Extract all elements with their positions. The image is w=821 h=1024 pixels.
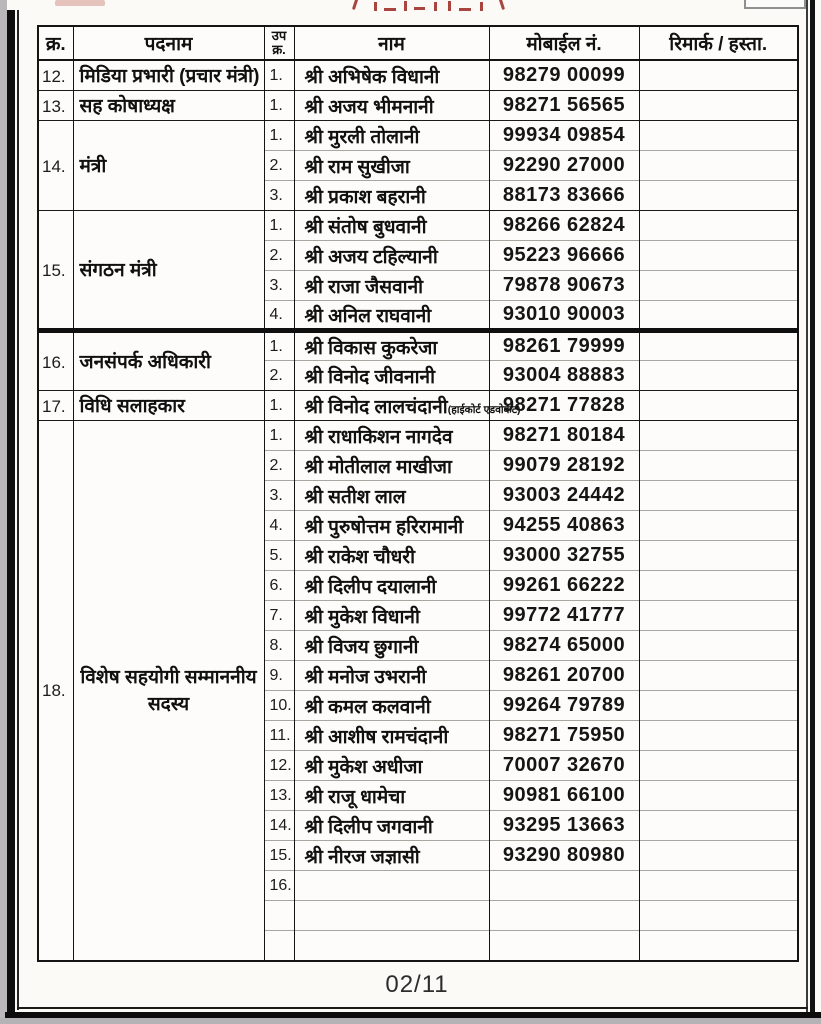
remark-cell <box>639 241 798 271</box>
sub-serial-cell: 9. <box>264 661 294 691</box>
sub-serial-cell: 2. <box>264 151 294 181</box>
remark-cell <box>639 781 798 811</box>
name-cell <box>294 511 489 541</box>
name-cell <box>294 931 489 961</box>
member-name: श्री अजय भीमनानी <box>304 96 434 118</box>
serial-cell: 17. <box>38 391 73 421</box>
sub-serial-cell: 2. <box>264 241 294 271</box>
remark-cell <box>639 541 798 571</box>
name-cell <box>294 541 489 571</box>
mobile-cell: 93004 88883 <box>489 361 639 391</box>
member-name: श्री प्रकाश बहरानी <box>304 186 426 208</box>
remark-cell <box>639 631 798 661</box>
sub-serial-cell: 1. <box>264 211 294 241</box>
serial-cell: 14. <box>38 121 73 211</box>
remark-cell <box>639 301 798 331</box>
remark-cell <box>639 931 798 961</box>
mobile-cell: 98274 65000 <box>489 631 639 661</box>
member-name: श्री विनोद जीवनानी <box>304 366 435 388</box>
sub-serial-cell: 16. <box>264 871 294 901</box>
name-cell <box>294 331 489 361</box>
sub-serial-cell: 1. <box>264 391 294 421</box>
table-row <box>38 91 798 121</box>
name-cell <box>294 871 489 901</box>
member-name: श्री अनिल राघवानी <box>304 305 432 327</box>
page-number: 02/11 <box>385 971 449 998</box>
table-row <box>38 211 798 241</box>
name-cell <box>294 781 489 811</box>
col-header-sub-serial: उप क्र. <box>264 26 294 60</box>
name-cell <box>294 601 489 631</box>
remark-cell <box>639 511 798 541</box>
sub-serial-cell <box>264 931 294 961</box>
mobile-cell: 98261 79999 <box>489 331 639 361</box>
member-name: श्री राधाकिशन नागदेव <box>304 426 453 448</box>
page-edge-shadow-left <box>7 10 15 1018</box>
remark-cell <box>639 841 798 871</box>
name-cell <box>294 631 489 661</box>
member-name: श्री राम सुखीजा <box>304 156 410 178</box>
mobile-cell: 98271 77828 <box>489 391 639 421</box>
table-row <box>38 331 798 361</box>
clipped-red-heading-fragment <box>352 0 508 13</box>
name-cell <box>294 721 489 751</box>
serial-cell: 16. <box>38 331 73 391</box>
mobile-cell: 98266 62824 <box>489 211 639 241</box>
mobile-cell: 93290 80980 <box>489 841 639 871</box>
member-name: श्री संतोष बुधवानी <box>304 216 427 238</box>
mobile-cell: 99934 09854 <box>489 121 639 151</box>
remark-cell <box>639 811 798 841</box>
mobile-cell: 98271 80184 <box>489 421 639 451</box>
serial-cell: 15. <box>38 211 73 331</box>
member-name: श्री दिलीप दयालानी <box>304 576 437 598</box>
name-cell <box>294 901 489 931</box>
sub-serial-cell: 11. <box>264 721 294 751</box>
mobile-cell: 98261 20700 <box>489 661 639 691</box>
mobile-cell: 93295 13663 <box>489 811 639 841</box>
table-row <box>38 60 798 91</box>
col-header-mobile: मोबाईल नं. <box>489 26 639 60</box>
mobile-cell: 95223 96666 <box>489 241 639 271</box>
name-cell <box>294 301 489 331</box>
page-edge-margin-bottom <box>0 1018 821 1024</box>
remark-cell <box>639 60 798 91</box>
sub-serial-cell: 1. <box>264 121 294 151</box>
member-name: श्री अभिषेक विधानी <box>304 66 440 88</box>
name-cell <box>294 121 489 151</box>
remark-cell <box>639 571 798 601</box>
page-edge-shadow-right <box>810 0 815 1018</box>
sub-serial-cell: 7. <box>264 601 294 631</box>
name-cell <box>294 91 489 121</box>
name-cell <box>294 60 489 91</box>
member-name: श्री मनोज उभरानी <box>304 666 427 688</box>
sub-serial-cell: 6. <box>264 571 294 601</box>
name-cell <box>294 211 489 241</box>
mobile-cell: 93003 24442 <box>489 481 639 511</box>
sub-serial-cell: 8. <box>264 631 294 661</box>
designation-cell: संगठन मंत्री <box>73 211 264 331</box>
mobile-cell: 70007 32670 <box>489 751 639 781</box>
page-frame-bottom <box>17 1007 808 1009</box>
member-name: श्री दिलीप जगवानी <box>304 816 433 838</box>
sub-serial-cell: 14. <box>264 811 294 841</box>
sub-serial-cell: 1. <box>264 421 294 451</box>
clipped-red-logo-fragment <box>55 0 105 6</box>
mobile-cell: 99264 79789 <box>489 691 639 721</box>
table-row <box>38 391 798 421</box>
sub-serial-cell <box>264 901 294 931</box>
sub-serial-cell: 1. <box>264 91 294 121</box>
member-name: श्री अजय टहिल्यानी <box>304 246 438 268</box>
name-cell <box>294 691 489 721</box>
member-name: श्री पुरुषोत्तम हरिरामानी <box>304 516 464 538</box>
mobile-cell: 92290 27000 <box>489 151 639 181</box>
sub-serial-cell: 3. <box>264 181 294 211</box>
mobile-cell <box>489 931 639 961</box>
member-name: श्री मुरली तोलानी <box>304 126 420 148</box>
remark-cell <box>639 661 798 691</box>
member-name: श्री राजू धामेचा <box>304 786 406 808</box>
name-cell <box>294 181 489 211</box>
serial-cell: 12. <box>38 60 73 91</box>
name-cell <box>294 751 489 781</box>
remark-cell <box>639 181 798 211</box>
remark-cell <box>639 871 798 901</box>
col-header-designation: पदनाम <box>73 26 264 60</box>
remark-cell <box>639 901 798 931</box>
remark-cell <box>639 691 798 721</box>
remark-cell <box>639 601 798 631</box>
remark-cell <box>639 211 798 241</box>
mobile-cell: 94255 40863 <box>489 511 639 541</box>
mobile-cell: 98271 75950 <box>489 721 639 751</box>
member-name: श्री मुकेश विधानी <box>304 606 420 628</box>
page-edge-margin-left <box>0 0 7 1024</box>
name-cell <box>294 361 489 391</box>
member-name: श्री कमल कलवानी <box>304 696 431 718</box>
table-row <box>38 421 798 451</box>
mobile-cell <box>489 871 639 901</box>
designation-cell: विशेष सहयोगी सम्माननीय सदस्य <box>73 421 264 961</box>
remark-cell <box>639 151 798 181</box>
mobile-cell: 90981 66100 <box>489 781 639 811</box>
member-name-note: (हाईकोर्ट एडवोकेट) <box>447 403 521 416</box>
name-cell <box>294 241 489 271</box>
member-name: श्री विजय छुगानी <box>304 636 419 658</box>
sub-serial-cell: 1. <box>264 60 294 91</box>
col-header-name: नाम <box>294 26 489 60</box>
mobile-cell: 99079 28192 <box>489 451 639 481</box>
member-name: श्री राकेश चौधरी <box>304 546 415 568</box>
table-header <box>38 26 798 60</box>
sub-serial-cell: 1. <box>264 331 294 361</box>
header-row <box>38 26 798 60</box>
member-name: श्री सतीश लाल <box>304 486 406 508</box>
roster-table <box>37 25 799 962</box>
member-name: श्री मुकेश अधीजा <box>304 756 423 778</box>
remark-cell <box>639 721 798 751</box>
table-row <box>38 121 798 151</box>
mobile-cell: 88173 83666 <box>489 181 639 211</box>
remark-cell <box>639 421 798 451</box>
sub-serial-cell: 2. <box>264 361 294 391</box>
member-name: श्री विकास कुकरेजा <box>304 337 438 359</box>
mobile-cell: 99772 41777 <box>489 601 639 631</box>
sub-serial-cell: 10. <box>264 691 294 721</box>
sub-serial-cell: 15. <box>264 841 294 871</box>
roster-body <box>38 60 798 961</box>
name-cell <box>294 451 489 481</box>
remark-cell <box>639 361 798 391</box>
sub-serial-cell: 3. <box>264 481 294 511</box>
name-cell <box>294 481 489 511</box>
remark-cell <box>639 91 798 121</box>
mobile-cell: 98279 00099 <box>489 60 639 91</box>
sub-serial-cell: 5. <box>264 541 294 571</box>
member-name: श्री नीरज जज्ञासी <box>304 846 420 868</box>
remark-cell <box>639 121 798 151</box>
col-header-remark: रिमार्क / हस्ता. <box>639 26 798 60</box>
mobile-cell: 98271 56565 <box>489 91 639 121</box>
designation-cell: विधि सलाहकार <box>73 391 264 421</box>
member-name: श्री मोतीलाल माखीजा <box>304 456 452 478</box>
sub-serial-cell: 4. <box>264 511 294 541</box>
designation-cell: मंत्री <box>73 121 264 211</box>
member-name: श्री विनोद लालचंदानी <box>304 396 448 418</box>
remark-cell <box>639 331 798 361</box>
mobile-cell: 99261 66222 <box>489 571 639 601</box>
name-cell <box>294 271 489 301</box>
sub-serial-cell: 3. <box>264 271 294 301</box>
clipped-top-right-box-fragment <box>744 0 806 9</box>
name-cell <box>294 841 489 871</box>
serial-cell: 18. <box>38 421 73 961</box>
name-cell <box>294 811 489 841</box>
mobile-cell: 93010 90003 <box>489 301 639 331</box>
sub-serial-cell: 13. <box>264 781 294 811</box>
page-frame-right <box>806 0 808 1012</box>
name-cell <box>294 151 489 181</box>
name-cell <box>294 391 521 421</box>
col-header-serial: क्र. <box>38 26 73 60</box>
designation-cell: मिडिया प्रभारी (प्रचार मंत्री) <box>73 60 264 91</box>
sub-serial-cell: 4. <box>264 301 294 331</box>
designation-cell: सह कोषाध्यक्ष <box>73 91 264 121</box>
mobile-cell: 79878 90673 <box>489 271 639 301</box>
remark-cell <box>639 271 798 301</box>
mobile-cell: 93000 32755 <box>489 541 639 571</box>
remark-cell <box>639 751 798 781</box>
page-frame-left <box>17 10 19 1010</box>
sub-serial-cell: 2. <box>264 451 294 481</box>
serial-cell: 13. <box>38 91 73 121</box>
remark-cell <box>639 391 798 421</box>
remark-cell <box>639 481 798 511</box>
sub-serial-cell: 12. <box>264 751 294 781</box>
remark-cell <box>639 451 798 481</box>
mobile-cell <box>489 901 639 931</box>
member-name: श्री आशीष रामचंदानी <box>304 726 449 748</box>
member-name: श्री राजा जैसवानी <box>304 276 424 298</box>
name-cell <box>294 421 489 451</box>
name-cell <box>294 661 489 691</box>
designation-cell: जनसंपर्क अधिकारी <box>73 331 264 391</box>
name-cell <box>294 571 489 601</box>
